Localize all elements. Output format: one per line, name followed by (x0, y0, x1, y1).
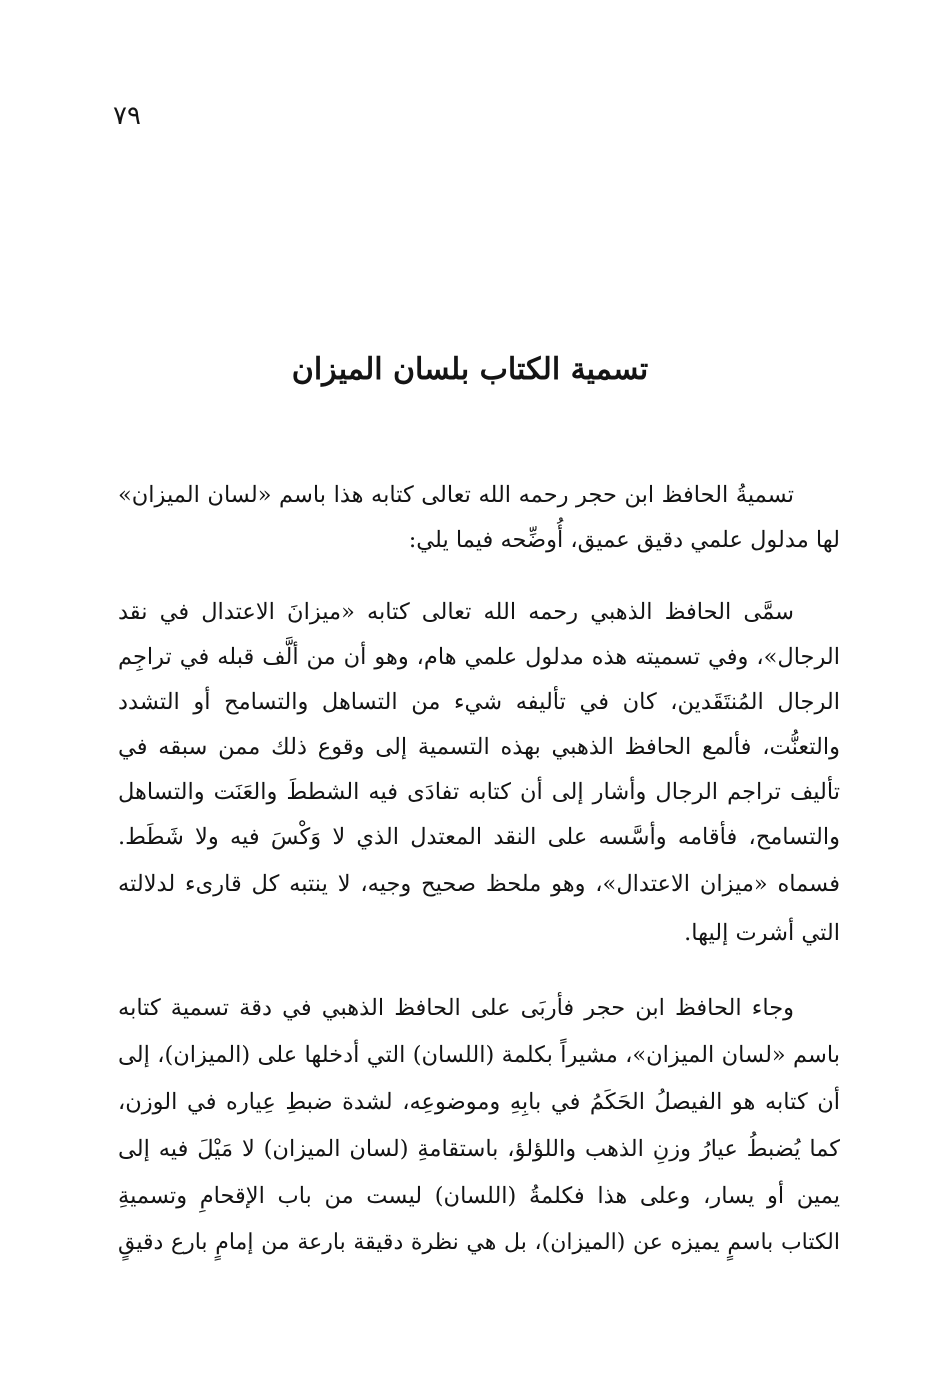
paragraph-1-line-2: لها مدلول علمي دقيق عميق، أُوضِّحه فيما يلي: (408, 527, 840, 553)
paragraph-2-line-8: التي أشرت إليها. (684, 920, 840, 946)
paragraph-2-line-5: تأليف تراجم الرجال وأشار إلى أن كتابه تفادَى فيه الشططَ والعَنَت والتساهل (118, 779, 840, 805)
paragraph-2-line-3: الرجال المُنتَقَدين، كان في تأليفه شيء من التساهل والتسامح أو التشدد (118, 689, 840, 715)
paragraph-3-line-6: الكتاب باسمٍ يميزه عن (الميزان)، بل هي نظرة دقيقة بارعة من إمامٍ بارع دقيقٍ (118, 1230, 840, 1255)
paragraph-2-line-4: والتعنُّت، فألمع الحافظ الذهبي بهذه التسمية إلى وقوع ذلك ممن سبقه في (118, 734, 840, 760)
paragraph-3-line-1: وجاء الحافظ ابن حجر فأربَى على الحافظ الذهبي في دقة تسمية كتابه (118, 995, 794, 1021)
paragraph-2-line-1: سمَّى الحافظ الذهبي رحمه الله تعالى كتابه «ميزانَ الاعتدال في نقد (118, 599, 794, 625)
chapter-title: تسمية الكتاب بلسان الميزان (291, 352, 649, 387)
paragraph-2-line-7: فسماه «ميزان الاعتدال»، وهو ملحظ صحيح وجيه، لا ينتبه كل قارىء لدلالته (118, 871, 840, 897)
paragraph-3-line-3: أن كتابه هو الفيصلُ الحَكَمُ في بابِهِ وموضوعِه، لشدة ضبطِ عِياره في الوزن، (118, 1089, 840, 1115)
paragraph-1-line-1: تسميةُ الحافظ ابن حجر رحمه الله تعالى كتابه هذا باسم «لسان الميزان» (118, 482, 795, 508)
paragraph-3-line-4: كما يُضبطُ عيارُ وزنِ الذهب واللؤلؤ، باستقامةِ (لسان الميزان) لا مَيْلَ فيه إلى (118, 1136, 840, 1162)
paragraph-3-line-2: باسم «لسان الميزان»، مشيراً بكلمة (اللسان) التي أدخلها على (الميزان)، إلى (118, 1042, 840, 1068)
page-number: ٧٩ (113, 101, 141, 131)
paragraph-2-line-6: والتسامح، فأقامه وأسَّسه على النقد المعتدل الذي لا وَكْسَ فيه ولا شَطَط. (118, 824, 840, 850)
paragraph-3-line-5: يمين أو يسار، وعلى هذا فكلمةُ (اللسان) ليست من باب الإقحامِ وتسميةِ (118, 1183, 840, 1209)
paragraph-2-line-2: الرجال»، وفي تسميته هذه مدلول علمي هام، وهو أن من ألَّف قبله في تراجِم (118, 644, 840, 670)
